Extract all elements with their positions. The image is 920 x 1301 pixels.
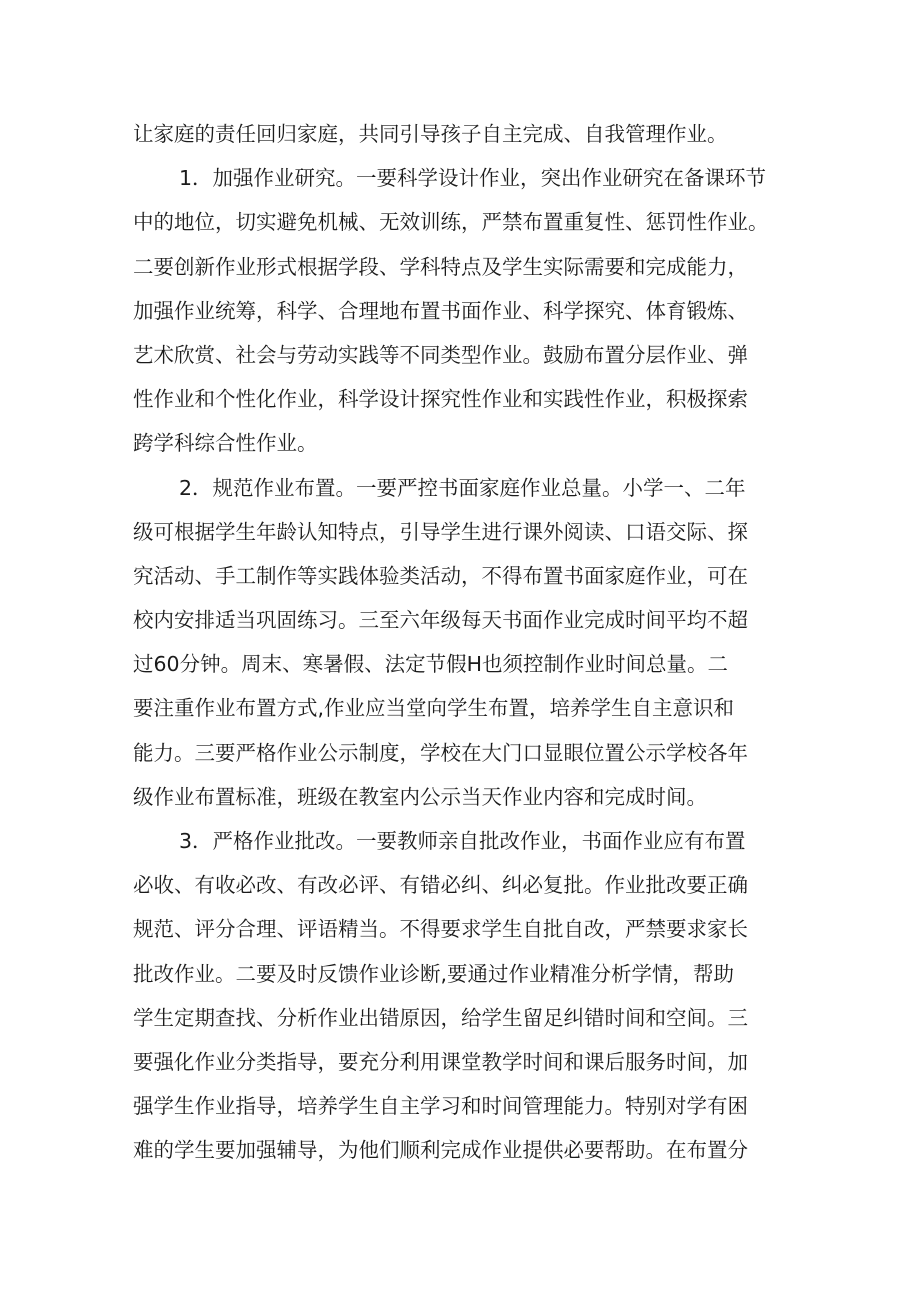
text-line: 学生定期查找、分析作业出错原因，给学生留足纠错时间和空间。三 (133, 1005, 748, 1030)
document-body (133, 112, 793, 1173)
text-line: 规范、评分合理、评语精当。不得要求学生自批自改，严禁要求家长 (133, 917, 748, 942)
text-line: 级可根据学生年龄认知特点，引导学生进行课外阅读、口语交际、探 (133, 519, 748, 544)
text-line: 能力。三要严格作业公示制度，学校在大门口显眼位置公示学校各年 (133, 740, 748, 765)
paragraph-2-first-line: 2．规范作业布置。一要严控书面家庭作业总量。小学一、二年 (179, 475, 746, 500)
text-line: 校内安排适当巩固练习。三至六年级每天书面作业完成时间平均不超 (133, 608, 748, 633)
text-line: 让家庭的责任回归家庭，共同引导孩子自主完成、自我管理作业。 (133, 122, 728, 146)
text-line: 性作业和个性化作业，科学设计探究性作业和实践性作业，积极探索 (133, 387, 748, 412)
text-line: 级作业布置标准，班级在教室内公示当天作业内容和完成时间。 (133, 784, 707, 809)
text-line: 要强化作业分类指导，要充分利用课堂教学时间和课后服务时间，加 (133, 1049, 748, 1074)
text-line: 难的学生要加强辅导，为他们顺利完成作业提供必要帮助。在布置分 (133, 1138, 748, 1163)
paragraph-3-first-line: 3．严格作业批改。一要教师亲自批改作业，书面作业应有布置 (179, 829, 746, 853)
text-line: 二要创新作业形式根据学段、学科特点及学生实际需要和完成能力， (133, 254, 748, 279)
paragraph-1-first-line: 1．加强作业研究。一要科学设计作业，突出作业研究在备课环节 (179, 166, 767, 191)
text-line: 要注重作业布置方式,作业应当堂向学生布置，培养学生自主意识和 (133, 696, 735, 721)
text-line: 中的地位，切实避免机械、无效训练，严禁布置重复性、惩罚性作业。 (133, 210, 769, 235)
text-line: 究活动、手工制作等实践体验类活动，不得布置书面家庭作业，可在 (133, 563, 748, 588)
text-line: 跨学科综合性作业。 (133, 431, 318, 456)
text-line: 强学生作业指导，培养学生自主学习和时间管理能力。特别对学有困 (133, 1094, 748, 1119)
text-line: 过60分钟。周末、寒暑假、法定节假H也须控制作业时间总量。二 (133, 652, 728, 677)
text-line: 必收、有收必改、有改必评、有错必纠、纠必复批。作业批改要正确 (133, 873, 748, 898)
text-line: 加强作业统筹，科学、合理地布置书面作业、科学探究、体育锻炼、 (133, 298, 748, 323)
text-line: 艺术欣赏、社会与劳动实践等不同类型作业。鼓励布置分层作业、弹 (133, 342, 748, 367)
text-line: 批改作业。二要及时反馈作业诊断,要通过作业精准分析学情，帮助 (133, 961, 735, 986)
